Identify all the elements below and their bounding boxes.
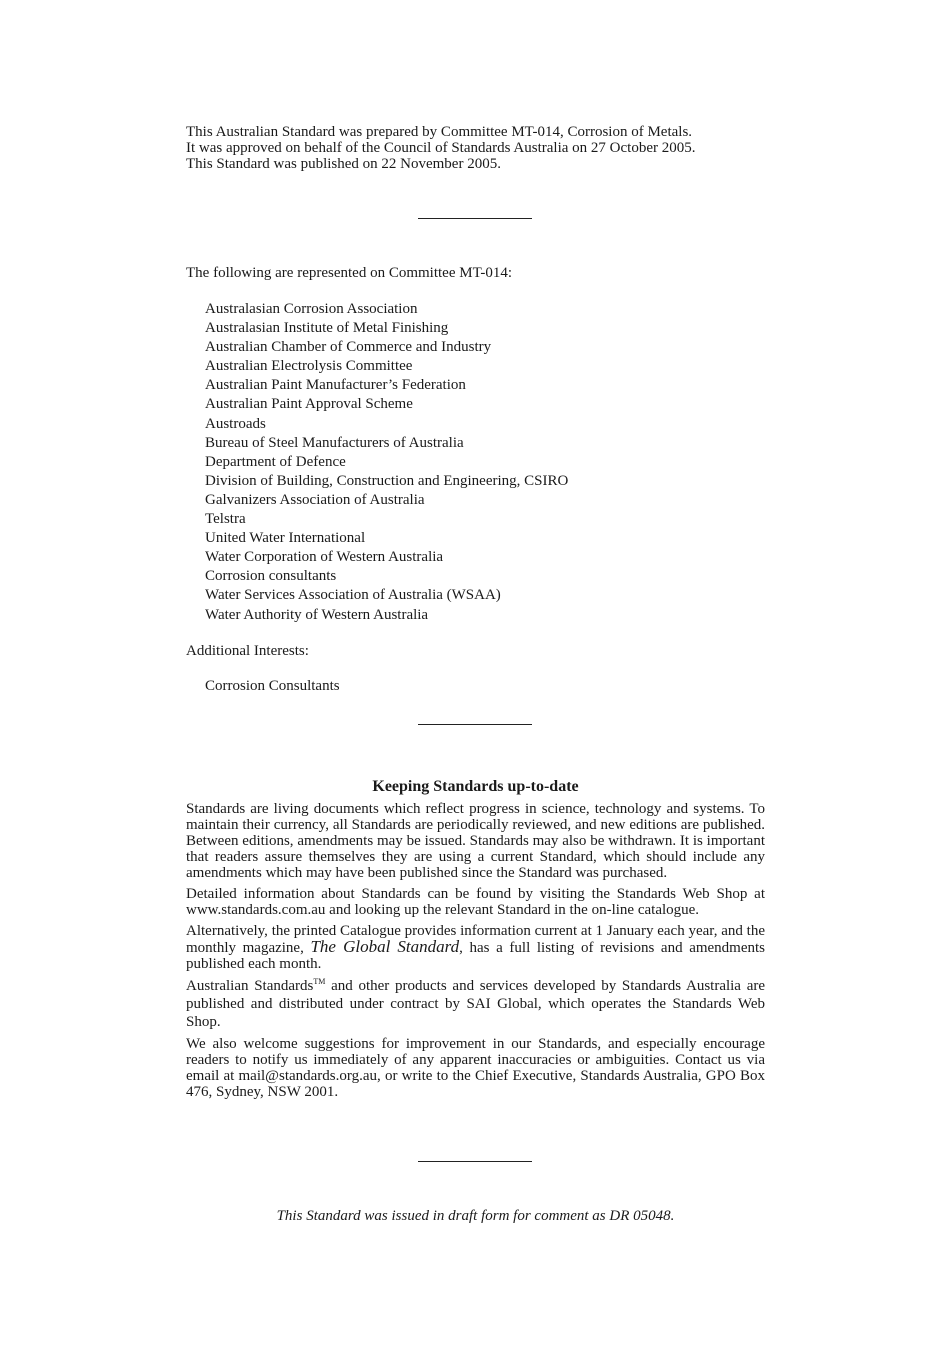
committee-member-item: Water Services Association of Australia (WSAA) — [205, 587, 501, 604]
committee-member-item: Australasian Institute of Metal Finishing — [205, 320, 449, 337]
section-divider — [418, 218, 532, 219]
section-divider — [418, 1161, 532, 1162]
committee-member-item: United Water International — [205, 530, 366, 547]
section-divider — [418, 724, 532, 725]
committee-prepared-line: This Australian Standard was prepared by Committee MT-014, Corrosion of Metals. — [186, 124, 693, 140]
committee-member-item: Austroads — [205, 415, 266, 432]
committee-member-item: Water Corporation of Western Australia — [205, 549, 444, 566]
catalogue-text-end: , has a full listing of revisions and amendments published each month. — [186, 940, 766, 972]
keeping-standards-body — [186, 801, 765, 1105]
committee-member-item: Bureau of Steel Manufacturers of Australia — [205, 434, 464, 451]
additional-interest-item: Corrosion Consultants — [205, 678, 340, 694]
committee-member-item: Australian Electrolysis Committee — [205, 358, 413, 375]
committee-heading: The following are represented on Committee MT-014: — [186, 265, 513, 281]
committee-member-item: Division of Building, Construction and Engineering, CSIRO — [205, 472, 569, 489]
paragraph-sai-global — [186, 977, 765, 1031]
additional-interests-heading: Additional Interests: — [186, 643, 309, 659]
preparation-note — [186, 124, 765, 172]
committee-member-item: Australian Chamber of Commerce and Industry — [205, 339, 492, 356]
committee-member-item: Australasian Corrosion Association — [205, 301, 418, 317]
committee-member-list — [205, 300, 568, 625]
trademark-mark: TM — [313, 977, 326, 986]
paragraph-web-shop: Detailed information about Standards can be found by visiting the Standards Web Shop at www.standards.com.au and looking up the relevant Standard in the on-line catalogue. — [186, 886, 765, 918]
committee-member-item: Australian Paint Manufacturer’s Federation — [205, 377, 466, 394]
catalogue-text-start: Alternatively, the printed Catalogue provides information current at 1 January each year, and the monthly magazine, — [186, 923, 765, 956]
publication-line: This Standard was published on 22 November 2005. — [186, 156, 501, 172]
paragraph-feedback: We also welcome suggestions for improvement in our Standards, and especially encourage readers to notify us immediately of any apparent inaccuracies or ambiguities. Contact us via email at mail@standards.org.au, or write to the Chief Executive, Standards Australia, GPO Box 476, Sydney, NSW 2001. — [186, 1036, 765, 1100]
australian-standards-text: Australian Standards — [186, 978, 314, 994]
global-standard-title: The Global Standard — [310, 937, 460, 956]
keeping-standards-title: Keeping Standards up-to-date — [372, 778, 579, 795]
paragraph-living-documents: Standards are living documents which reflect progress in science, technology and systems. To maintain their currency, all Standards are periodically reviewed, and new editions are published. Between editions, amendments may be issued. Standards may also be withdrawn. It is important that readers assure themselves they are using a current Standard, which should include any amendments which may have been published since the Standard was purchased. — [186, 801, 765, 881]
committee-member-item: Water Authority of Western Australia — [205, 606, 429, 623]
approval-line: It was approved on behalf of the Council of Standards Australia on 27 October 2005. — [186, 140, 696, 156]
committee-member-item: Telstra — [205, 511, 246, 528]
committee-member-item: Galvanizers Association of Australia — [205, 491, 425, 508]
committee-member-item: Department of Defence — [205, 453, 346, 470]
paragraph-catalogue — [186, 923, 765, 972]
sai-global-text: and other products and services developed by Standards Australia are published and distributed under contract by SAI Global, which operates the Standards Web Shop. — [186, 978, 766, 1030]
committee-member-item: Corrosion consultants — [205, 568, 337, 585]
draft-note: This Standard was issued in draft form for comment as DR 05048. — [276, 1208, 675, 1224]
committee-member-item: Australian Paint Approval Scheme — [205, 396, 413, 413]
